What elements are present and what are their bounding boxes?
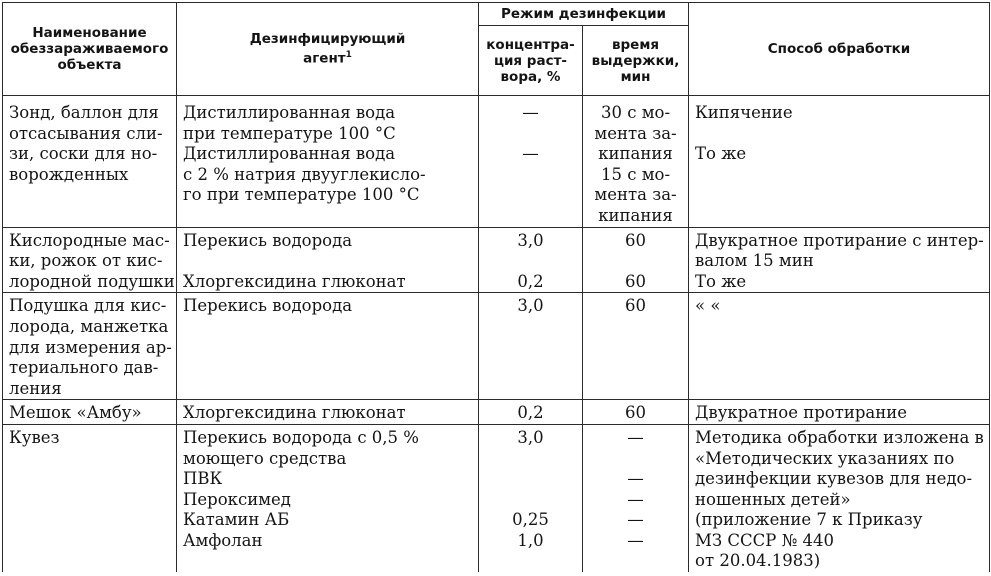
cell-line: Перекись водорода [183, 296, 353, 316]
cell-line: МЗ СССР № 440 [695, 530, 835, 550]
cell-line [481, 449, 580, 470]
cell-line [585, 358, 686, 379]
cell-line: (приложение 7 к Приказу [695, 510, 923, 530]
cell-line [9, 206, 170, 227]
method-cell [689, 96, 990, 228]
cell-line [9, 469, 170, 490]
method-cell [689, 424, 990, 572]
method-cell [689, 400, 990, 425]
cell-line [481, 251, 580, 272]
agent-cell [177, 293, 479, 400]
table-row [3, 400, 990, 425]
cell-line: Дистиллированная вода [183, 144, 396, 164]
concentration-cell [479, 96, 583, 228]
cell-line: То же [695, 271, 747, 291]
cell-line [183, 317, 472, 338]
header-agent: Дезинфицирующий агент$^1$ [177, 3, 479, 96]
cell-line: териального дав- [9, 358, 159, 378]
cell-line: — [627, 469, 644, 489]
header-time: время выдержки, мин [583, 26, 689, 96]
cell-line: 15 с мо- [600, 164, 671, 184]
cell-line: Мешок «Амбу» [9, 403, 142, 423]
cell-line [481, 165, 580, 186]
cell-line [585, 551, 686, 572]
cell-line: Методика обработки изложена в [695, 427, 984, 447]
cell-line: «Методических указаниях по [695, 448, 955, 468]
cell-line: 3,0 [517, 230, 544, 250]
cell-line: — [627, 489, 644, 509]
cell-line [695, 124, 983, 145]
cell-line: — [522, 103, 539, 122]
cell-line: отсасывания сли- [9, 123, 163, 143]
cell-line: кипания [598, 205, 673, 225]
cell-line: Подушка для кис- [9, 296, 167, 316]
cell-line: 1,0 [517, 530, 544, 550]
cell-line [183, 379, 472, 400]
cell-line [183, 358, 472, 379]
time-cell [583, 293, 689, 400]
cell-line: То же [695, 144, 747, 164]
cell-line [481, 469, 580, 490]
cell-line: — [522, 144, 539, 164]
time-cell [583, 227, 689, 293]
table-row [3, 227, 990, 293]
time-cell [583, 424, 689, 572]
cell-line: Перекись водорода [183, 230, 353, 250]
cell-line: с 2 % натрия двууглекисло- [183, 164, 426, 184]
cell-line [481, 379, 580, 400]
cell-line: 60 [625, 296, 646, 316]
agent-cell [177, 400, 479, 425]
cell-line: мента за- [594, 185, 677, 205]
object-cell [3, 400, 177, 425]
header-method: Способ обработки [689, 3, 990, 96]
agent-cell [177, 227, 479, 293]
cell-line: ношенных детей» [695, 489, 851, 509]
cell-line: Кипячение [695, 103, 793, 122]
cell-line: Кислородные мас- [9, 230, 170, 250]
object-cell [3, 424, 177, 572]
disinfection-table [2, 2, 990, 572]
cell-line: ворожденных [9, 164, 129, 184]
cell-line: 3,0 [517, 296, 544, 316]
table-row [3, 293, 990, 400]
cell-line: го при температуре 100 °С [183, 185, 420, 205]
cell-line: Хлоргексидина глюконат [183, 271, 406, 291]
cell-line: зи, соски для но- [9, 144, 158, 164]
cell-line: Пероксимед [183, 489, 291, 509]
cell-line [481, 338, 580, 359]
table-row [3, 424, 990, 572]
header-row [3, 3, 990, 26]
object-cell [3, 293, 177, 400]
cell-line: — [627, 510, 644, 530]
header-object: Наименование обеззараживаемого объекта [3, 3, 177, 96]
cell-line: Катамин АБ [183, 510, 290, 530]
cell-line [183, 251, 472, 272]
time-cell [583, 96, 689, 228]
cell-line [695, 165, 983, 186]
object-cell [3, 96, 177, 228]
cell-line [695, 185, 983, 206]
cell-line: 3,0 [517, 427, 544, 447]
cell-line [9, 449, 170, 470]
cell-line: для измерения ар- [9, 337, 172, 357]
cell-line [585, 338, 686, 359]
cell-line: 60 [625, 230, 646, 250]
cell-line: ки, рожок от кис- [9, 251, 163, 271]
cell-line [9, 490, 170, 511]
cell-line: Двукратное протирание с интер- [695, 230, 984, 250]
footnote-marker: 1 [345, 50, 352, 61]
cell-line: Амфолан [183, 530, 263, 550]
agent-cell [177, 96, 479, 228]
method-cell [689, 227, 990, 293]
cell-line: валом 15 мин [695, 251, 814, 271]
cell-line [481, 185, 580, 206]
concentration-cell [479, 227, 583, 293]
cell-line: 0,25 [512, 510, 549, 530]
cell-line [481, 490, 580, 511]
cell-line [695, 379, 983, 400]
cell-line: 30 с мо- [600, 103, 671, 122]
cell-line [585, 379, 686, 400]
cell-line: — [627, 427, 644, 447]
cell-line [585, 449, 686, 470]
cell-line: лорода, манжетка [9, 316, 169, 336]
cell-line: 0,2 [517, 403, 544, 423]
cell-line: — [627, 530, 644, 550]
time-cell [583, 400, 689, 425]
cell-line: 0,2 [517, 271, 544, 291]
cell-line [695, 338, 983, 359]
cell-line: « « [695, 296, 721, 316]
cell-line [695, 206, 983, 227]
cell-line [183, 206, 472, 227]
table-row [3, 96, 990, 228]
header-concentration: концентра- ция раст- вора, % [479, 26, 583, 96]
cell-line: Двукратное протирание [695, 403, 907, 423]
cell-line [9, 531, 170, 552]
cell-line [183, 338, 472, 359]
cell-line: при температуре 100 °С [183, 123, 396, 143]
cell-line: Кувез [9, 427, 60, 447]
cell-line: Дистиллированная вода [183, 103, 396, 122]
cell-line [481, 317, 580, 338]
cell-line: ления [9, 378, 62, 398]
method-cell [689, 293, 990, 400]
cell-line: Хлоргексидина глюконат [183, 403, 406, 423]
cell-line [481, 206, 580, 227]
cell-line [695, 317, 983, 338]
cell-line: дезинфекции кувезов для недо- [695, 469, 973, 489]
cell-line [481, 551, 580, 572]
cell-line [9, 185, 170, 206]
cell-line [481, 358, 580, 379]
concentration-cell [479, 293, 583, 400]
agent-cell [177, 424, 479, 572]
concentration-cell [479, 400, 583, 425]
cell-line [585, 317, 686, 338]
object-cell [3, 227, 177, 293]
cell-line [481, 124, 580, 145]
cell-line: мента за- [594, 123, 677, 143]
header-mode: Режим дезинфекции [479, 3, 689, 26]
cell-line [585, 251, 686, 272]
cell-line: 60 [625, 271, 646, 291]
cell-line [695, 358, 983, 379]
cell-line: лородной подушки [9, 271, 175, 291]
cell-line: Перекись водорода с 0,5 % [183, 427, 419, 447]
concentration-cell [479, 424, 583, 572]
cell-line: Зонд, баллон для [9, 103, 159, 122]
cell-line: 60 [625, 403, 646, 423]
cell-line [9, 510, 170, 531]
cell-line: моющего средства [183, 448, 347, 468]
cell-line: ПВК [183, 469, 223, 489]
cell-line [9, 551, 170, 572]
cell-line: кипания [598, 144, 673, 164]
cell-line [183, 551, 472, 572]
cell-line: от 20.04.1983) [695, 551, 821, 571]
